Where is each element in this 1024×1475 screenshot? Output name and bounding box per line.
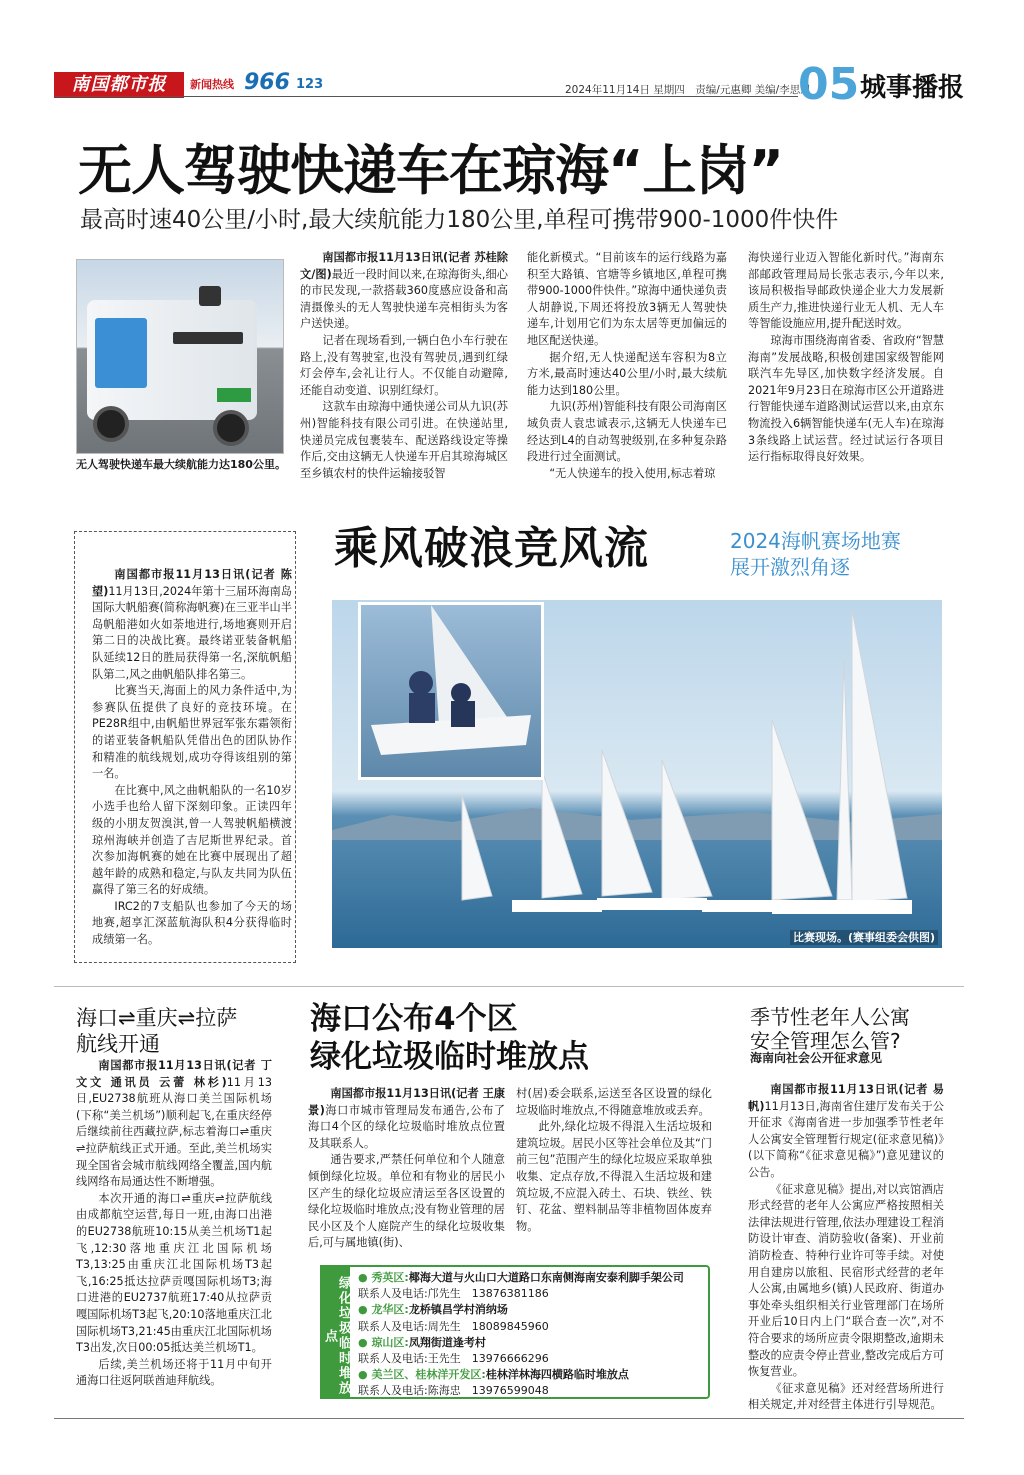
site-contact: 联系人及电话:陈海忠 13976599048 bbox=[358, 1384, 549, 1398]
issue-meta: 2024年11月14日 星期四 责编/元惠卿 美编/李思思 bbox=[565, 84, 811, 96]
sailing-headline: 乘风破浪竞风流 bbox=[334, 523, 649, 574]
article-lead: 南国都市报11月13日讯(记者 丁文文 通讯员 云蕾 林杉) bbox=[76, 1059, 272, 1089]
article-column bbox=[527, 250, 727, 482]
hotline-label: 新闻热线 bbox=[190, 78, 234, 91]
paragraph: 记者在现场看到,一辆白色小车行驶在路上,没有驾驶室,也没有驾驶员,遇到红绿灯会停车,会礼让行人。不仅能自动避障,还能自动变道、识别红绿灯。 bbox=[300, 333, 508, 397]
article-lead: 南国都市报11月13日讯(记者 苏桂除 文/图) bbox=[300, 251, 508, 281]
hotline-number: 966 bbox=[244, 70, 290, 95]
district-name: 琼山区: bbox=[371, 1335, 409, 1349]
article-column bbox=[748, 250, 944, 466]
senior-article bbox=[748, 1082, 944, 1414]
site-contact: 联系人及电话:王先生 13976666296 bbox=[358, 1352, 549, 1366]
list-item: ● 龙华区:龙桥镇昌学村消纳场 bbox=[358, 1303, 508, 1317]
district-name: 龙华区: bbox=[371, 1303, 409, 1317]
senior-headline bbox=[750, 1005, 910, 1053]
newspaper-logo: 南国都市报 bbox=[54, 72, 184, 98]
paragraph: 《征求意见稿》还对经营场所进行相关规定,并对经营主体进行引导规范。 bbox=[748, 1381, 944, 1412]
section-divider bbox=[54, 986, 964, 987]
paragraph: 本次开通的海口⇌重庆⇌拉萨航线由成都航空运营,每日一班,由海口出港的EU2738航班10:15从美兰机场T1起飞,12:30落地重庆江北国际机场T3,13:25由重庆江北国际机场T3起飞,16:25抵达拉萨贡嘎国际机场T3;海口进港的EU2737航班17:40从拉萨贡嘎国际机场T3起飞,20:10落地重庆江北国际机场T3,21:45由重庆江北国际机场T3出发,次日00:05抵达美兰机场T1。 bbox=[76, 1191, 272, 1355]
paragraph: 村(居)委会联系,运送至各区设置的绿化垃圾临时堆放点,不得随意堆放或丢弃。 bbox=[516, 1087, 712, 1117]
paragraph: 11月13日,2024年第十三届环海南岛国际大帆船赛(简称海帆赛)在三亚半山半岛帆船港如火如荼地进行,场地赛则开启第二日的决战比赛。最终诺亚装备帆船队延续12日的胜局获得第一名,深航帆船队第二,风之曲帆船队排名第三。 bbox=[92, 584, 292, 681]
article-column bbox=[300, 250, 508, 482]
paragraph: 《征求意见稿》提出,对以宾馆酒店形式经营的老年人公寓应严格按照相关法律法规进行管理,依法办理建设工程消防设计审查、消防验收(备案)、开业前消防检查、特种行业许可等手续。对使用自建房以旅租、民宿形式经营的老年人公寓,由属地乡(镇)人民政府、街道办事处牵头组织相关行业管理部门在场所开业后10日内上门“联合查一次”,对不符合要求的场所应责令限期整改,逾期未整改的应责令停止营业,整改完成后方可恢复营业。 bbox=[748, 1182, 944, 1379]
crew-illustration bbox=[361, 605, 541, 777]
paragraph: 能化新模式。“目前该车的运行线路为嘉积至大路镇、官塘等乡镇地区,单程可携带900-1000件快件。”琼海中通快递负责人胡静说,下周还将投放3辆无人驾驶快递车,计划用它们为东太居等更加偏远的地区配送快递。 bbox=[527, 251, 727, 347]
headline-line: 安全管理怎么管? bbox=[750, 1029, 901, 1053]
page-number: 05 bbox=[798, 59, 860, 110]
headline-line: 海口公布4个区 bbox=[310, 1001, 518, 1037]
site-address: 椰海大道与火山口大道路口东南侧海南安泰利脚手架公司 bbox=[408, 1271, 684, 1284]
garbage-headline bbox=[310, 1000, 589, 1076]
hotline-number-suffix: 123 bbox=[296, 77, 324, 92]
site-contact: 联系人及电话:邝先生 13876381186 bbox=[358, 1287, 549, 1301]
sailing-inset-photo bbox=[358, 602, 544, 780]
paragraph: 在比赛中,风之曲帆船队的一名10岁小选手也给人留下深刻印象。正读四年级的小朋友贺溴淇,曾一人驾驶帆船横渡琼州海峡并创造了吉尼斯世界纪录。首次参加海帆赛的她在比赛中展现出了超越年龄的成熟和稳定,与队友共同为队伍赢得了第三名的好成绩。 bbox=[92, 783, 292, 897]
district-name: 秀英区: bbox=[371, 1271, 409, 1284]
paragraph: 海快递行业迈入智能化新时代。”海南东部邮政管理局局长张志表示,今年以来,该局积极指导邮政快递企业大力发展新质生产力,推进快递行业无人机、无人车等智能设施应用,提升配送时效。 bbox=[748, 251, 944, 331]
sailing-article bbox=[92, 567, 292, 949]
article-lead: 南国都市报11月13日讯(记者 易帆) bbox=[748, 1083, 944, 1113]
headline-line: 季节性老年人公寓 bbox=[750, 1005, 910, 1029]
site-contact: 联系人及电话:周先生 18089845960 bbox=[358, 1319, 549, 1333]
list-item: ● 美兰区、桂林洋开发区:桂林洋林海四横路临时堆放点 bbox=[358, 1368, 629, 1382]
paragraph: 海口市城市管理局发布通告,公布了海口4个区的绿化垃圾临时堆放点位置及其联系人。 bbox=[308, 1103, 505, 1150]
site-address: 桂林洋林海四横路临时堆放点 bbox=[485, 1368, 629, 1382]
article-column bbox=[308, 1086, 505, 1252]
paragraph: “无人快递车的投入使用,标志着琼 bbox=[549, 466, 716, 480]
truck-photo-caption: 无人驾驶快递车最大续航能力达180公里。 bbox=[76, 458, 286, 471]
sailing-subheadline: 展开激烈角逐 bbox=[730, 555, 850, 579]
paragraph: 最近一段时间以来,在琼海街头,细心的市民发现,一款搭载360度感应设备和高清摄像头的无人驾驶快递车亮相街头为客户送快递。 bbox=[300, 267, 508, 331]
sailing-photo-caption: 比赛现场。(赛事组委会供图) bbox=[790, 930, 938, 945]
main-headline: 无人驾驶快递车在琼海“上岗” bbox=[78, 139, 783, 202]
truck-photo bbox=[76, 259, 284, 454]
main-subheadline: 最高时速40公里/小时,最大续航能力180公里,单程可携带900-1000件快件 bbox=[80, 207, 839, 233]
paragraph: IRC2的7支船队也参加了今天的场地赛,超享汇深蓝航海队积4分获得临时成绩第一名。 bbox=[92, 899, 292, 947]
paragraph: 11月13日,海南省住建厅发布关于公开征求《海南省进一步加强季节性老年人公寓安全管理暂行规定(征求意见稿)》(以下简称“《征求意见稿》”)意见建议的公告。 bbox=[748, 1099, 944, 1179]
article-lead: 南国都市报11月13日讯(记者 王康景) bbox=[308, 1087, 505, 1117]
site-address: 凤翔街道逢考村 bbox=[408, 1335, 486, 1349]
sailing-subheadline: 2024海帆赛场地赛 bbox=[730, 529, 901, 553]
list-item: ● 琼山区:凤翔街道逢考村 bbox=[358, 1335, 486, 1349]
district-name: 美兰区、桂林洋开发区: bbox=[371, 1368, 486, 1382]
article-lead: 南国都市报11月13日讯(记者 陈望) bbox=[92, 568, 292, 598]
paragraph: 比赛当天,海面上的风力条件适中,为参赛队伍提供了良好的竞技环境。在PE28R组中,由帆船世界冠军张东霜领衔的诺亚装备帆船队凭借出色的团队协作和精准的航线规划,成功夺得该组别的第一名。 bbox=[92, 684, 292, 781]
paragraph: 九识(苏州)智能科技有限公司海南区域负责人袁忠诚表示,这辆无人快递车已经达到L4的自动驾驶级别,在多种复杂路段进行过全面测试。 bbox=[527, 400, 727, 464]
list-item: ● 秀英区:椰海大道与火山口大道路口东南侧海南安泰利脚手架公司 bbox=[358, 1271, 684, 1284]
dump-site-list bbox=[358, 1270, 708, 1400]
paragraph: 此外,绿化垃圾不得混入生活垃圾和建筑垃圾。居民小区等社会单位及其“门前三包”范围产生的绿化垃圾应采取单独收集、定点存放,不得混入生活垃圾和建筑垃圾,不应混入砖土、石块、铁丝、铁钉、花盆、塑料制品等非植物固体废弃物。 bbox=[516, 1120, 712, 1233]
headline-line: 绿化垃圾临时堆放点 bbox=[310, 1039, 589, 1075]
paragraph: 后续,美兰机场还将于11月中旬开通海口往返阿联酋迪拜航线。 bbox=[76, 1357, 272, 1388]
paragraph: 琼海市围绕海南省委、省政府“智慧海南”发展战略,积极创建国家级智能网联汽车先导区,加快数字经济发展。自2021年9月23日在琼海市区公开道路进行智能快递车道路测试运营以来,由京东物流投入6辆智能快递车(无人车)在琼海3条线路上试运营。经过试运行各项目运行指标取得良好效果。 bbox=[748, 333, 944, 464]
paragraph: 据介绍,无人快递配送车容积为8立方米,最高时速达40公里/小时,最大续航能力达到180公里。 bbox=[527, 350, 727, 397]
site-address: 龙桥镇昌学村消纳场 bbox=[408, 1303, 508, 1317]
paragraph: 通告要求,严禁任何单位和个人随意倾倒绿化垃圾。单位和有物业的居民小区产生的绿化垃圾应清运至各区设置的绿化垃圾临时堆放点;没有物业管理的居民小区及个人庭院产生的绿化垃圾收集后,可与属地镇(街)、 bbox=[308, 1153, 505, 1250]
paragraph: 11月13日,EU2738航班从海口美兰国际机场(下称“美兰机场”)顺利起飞,在重庆经停后继续前往西藏拉萨,标志着海口⇌重庆⇌拉萨航线正式开通。至此,美兰机场实现全国省会城市航线网络全覆盖,国内航线网络布局通达性不断增强。 bbox=[76, 1075, 272, 1189]
paragraph: 这款车由琼海中通快递公司从九识(苏州)智能科技有限公司引进。在快递站里,快递员完成包裹装车、配送路线设定等操作后,交由这辆无人快递车开启其琼海城区至乡镇农村的快件运输接驳智 bbox=[300, 400, 508, 480]
flight-article bbox=[76, 1058, 272, 1390]
section-title: 城事播报 bbox=[860, 73, 965, 103]
dump-site-label: 绿化垃圾临时堆放点 bbox=[320, 1265, 350, 1399]
senior-subheadline: 海南向社会公开征求意见 bbox=[750, 1051, 883, 1065]
article-column bbox=[516, 1086, 712, 1235]
footer-rule bbox=[54, 1418, 964, 1419]
flight-headline: 海口⇌重庆⇌拉萨航线开通 bbox=[76, 1006, 238, 1056]
